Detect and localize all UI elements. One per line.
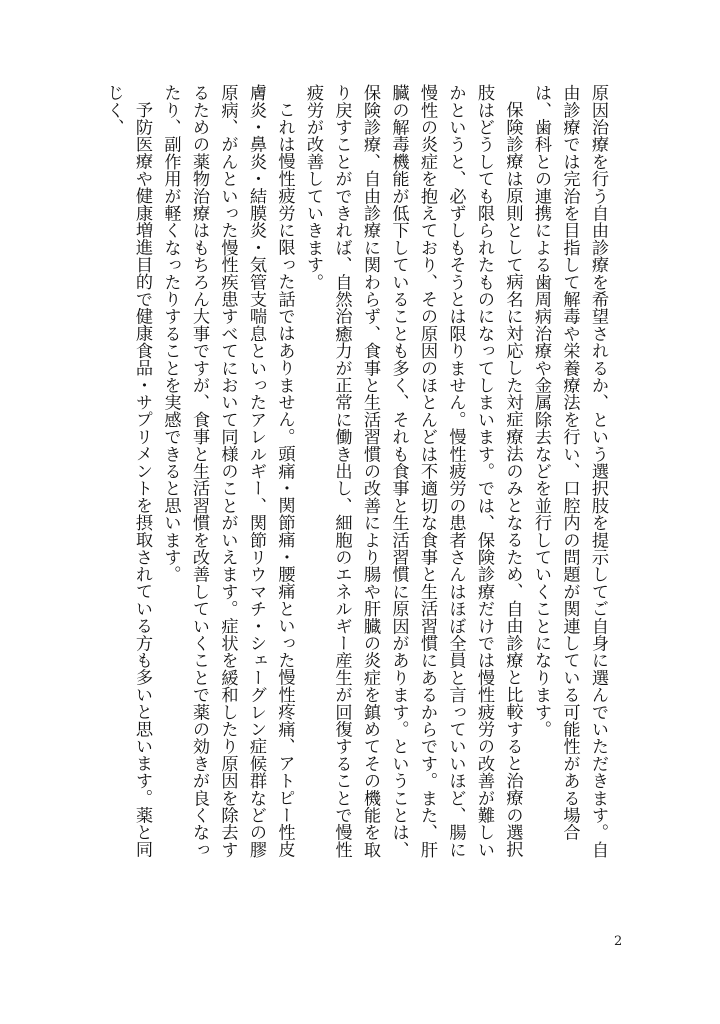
paragraph-1: 原因治療を行う自由診療を希望されるか、という選択肢を提示してご自身に選んでいただきます。自由診療では完治を目指して解毒や栄養療法を行い、口腔内の問題が関連している可能性がある場合は、歯科との連携による歯周病治療や金属除去などを並行していくことになります。 [531, 84, 608, 858]
paragraph-3: これは慢性疲労に限った話ではありません。頭痛・関節痛・腰痛といった慢性疼痛、アトピー性皮膚炎・鼻炎・結膜炎・気管支喘息といったアレルギー、関節リウマチ・シェーグレン症候群などの膠原病、がんといった慢性疾患すべてにおいて同様のことがいえます。症状を緩和したり原因を除去するための薬物治療はもちろん大事ですが、食事と生活習慣を改善していくことで薬の効きが良くなったり、副作用が軽くなったりすることを実感できると思います。 [160, 84, 295, 858]
paragraph-4: 予防医療や健康増進目的で健康食品・サプリメントを摂取されている方も多いと思います。薬と同じく、 [103, 84, 152, 858]
page-number: 2 [614, 934, 623, 949]
paragraph-2: 保険診療は原則として病名に対応した対症療法のみとなるため、自由診療と比較すると治療の選択肢はどうしても限られたものになってしまいます。では、保険診療だけでは慢性疲労の改善が難しいかというと、必ずしもそうとは限りません。慢性疲労の患者さんはほぼ全員と言っていいほど、腸に慢性の炎症を抱えており、その原因のほとんどは不適切な食事と生活習慣にあるからです。また、肝臓の解毒機能が低下していることも多く、それも食事と生活習慣に原因があります。ということは、保険診療、自由診療に関わらず、食事と生活習慣の改善により腸や肝臓の炎症を鎮めてその機能を取り戻すことができれば、自然治癒力が正常に働き出し、細胞のエネルギー産生が回復することで慢性疲労が改善していきます。 [303, 84, 523, 858]
body-text [103, 84, 612, 864]
